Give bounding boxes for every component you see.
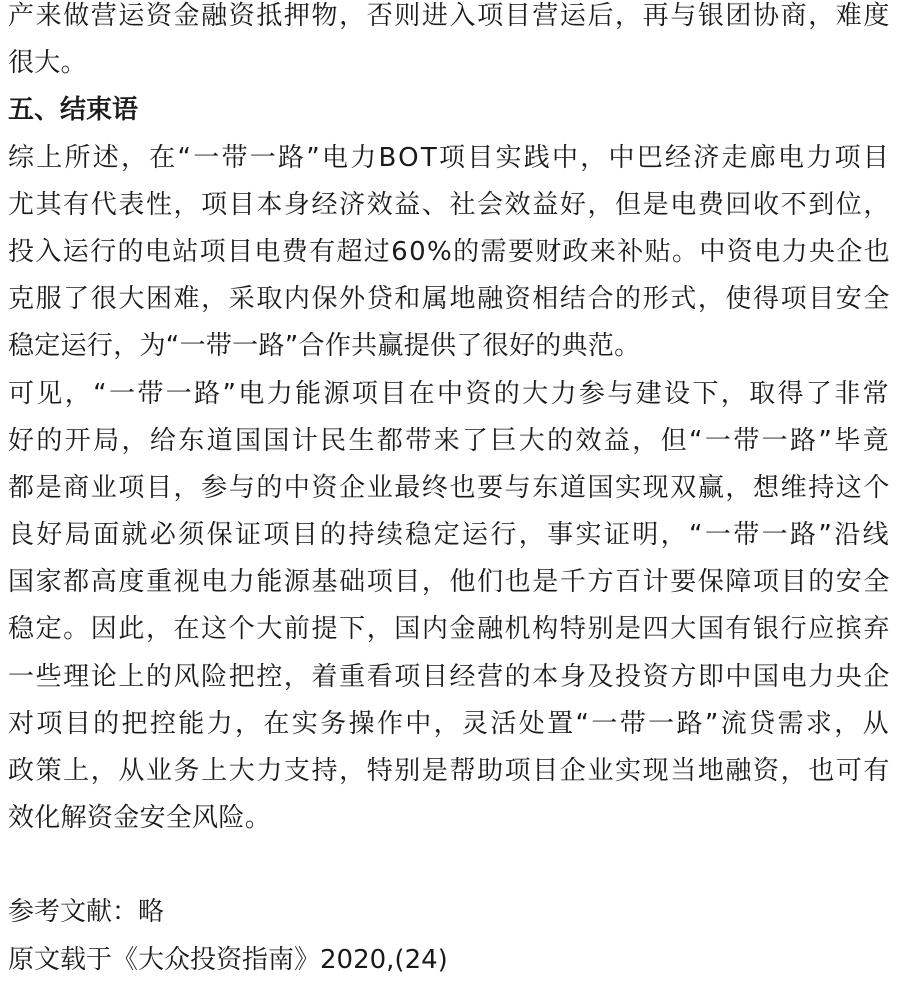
references-line: 参考文献：略 — [8, 897, 165, 928]
text-line: 效化解资金安全风险。 — [8, 803, 272, 834]
text-line: 稳定。因此，在这个大前提下，国内金融机构特别是四大国有银行应摈弃 — [8, 614, 891, 645]
text-line: 很大。 — [8, 48, 87, 79]
text-line: 良好局面就必须保证项目的持续稳定运行，事实证明，“一带一路”沿线 — [8, 520, 891, 551]
intro-paragraph — [8, 0, 891, 87]
text-line: 稳定运行，为“一带一路”合作共赢提供了很好的典范。 — [8, 331, 641, 362]
section-heading: 五、结束语 — [8, 95, 139, 126]
text-line: 一些理论上的风险把控，着重看项目经营的本身及投资方即中国电力央企 — [8, 661, 891, 692]
source-citation: 原文载于《大众投资指南》2020,(24) — [8, 944, 448, 975]
text-line: 国家都高度重视电力能源基础项目，他们也是千方百计要保障项目的安全 — [8, 567, 891, 598]
text-line: 政策上，从业务上大力支持，特别是帮助项目企业实现当地融资，也可有 — [8, 756, 891, 787]
conclusion-paragraph-1 — [8, 135, 891, 371]
blank-line — [8, 842, 891, 889]
conclusion-paragraph-2 — [8, 371, 891, 843]
text-line: 综上所述，在“一带一路”电力BOT项目实践中，中巴经济走廊电力项目 — [8, 142, 891, 173]
text-line: 可见，“一带一路”电力能源项目在中资的大力参与建设下，取得了非常 — [8, 378, 891, 409]
text-line: 产来做营运资金融资抵押物，否则进入项目营运后，再与银团协商，难度 — [8, 1, 891, 31]
text-line: 好的开局，给东道国国计民生都带来了巨大的效益，但“一带一路”毕竟 — [8, 425, 891, 456]
text-line: 投入运行的电站项目电费有超过60%的需要财政来补贴。中资电力央企也 — [8, 236, 891, 267]
text-line: 尤其有代表性，项目本身经济效益、社会效益好，但是电费回收不到位， — [8, 189, 891, 220]
text-line: 对项目的把控能力，在实务操作中，灵活处置“一带一路”流贷需求，从 — [8, 708, 891, 739]
text-line: 都是商业项目，参与的中资企业最终也要与东道国实现双赢，想维持这个 — [8, 472, 891, 503]
text-line: 克服了很大困难，采取内保外贷和属地融资相结合的形式，使得项目安全 — [8, 284, 891, 315]
